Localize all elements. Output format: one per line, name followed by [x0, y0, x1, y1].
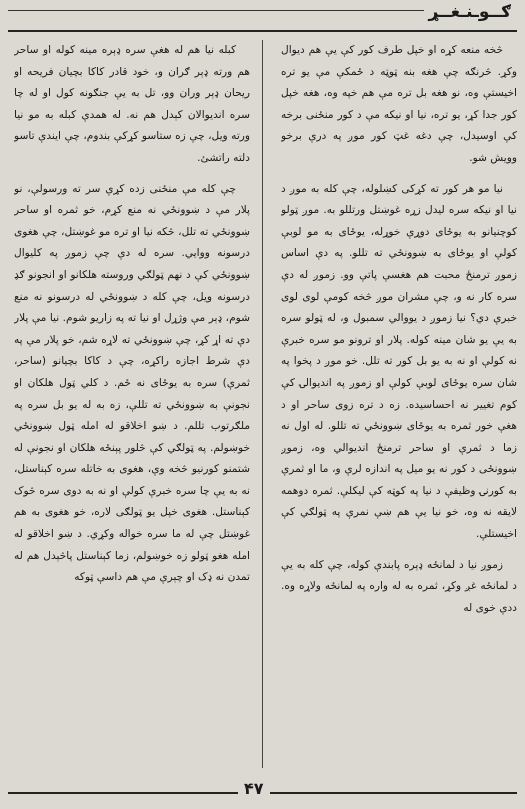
paragraph: زموږ نیا د لمانځه ډېره پابندې کوله، چې کله به یې د لمانځه غږ وکړ، ثمره به له واره په لمانځه ولاړه وه. ددې خوی له	[281, 558, 517, 614]
left-text-column	[14, 40, 250, 768]
paragraph: څخه منعه کړه او خپل طرف کور کې یې هم دیوال وکړ. څرنګه چې هغه بنه ټوټه د ځمکې مې یو تره اخیستې وه، نو هغه بل تره مې هم خپه وه، هغه خپل کور جدا کړ، یو تره، نیا او نیکه مې د کور منځنی برخه کې اوسیدل، چې دغه غټ کور موږ په درې برخو وویش شو.	[281, 44, 517, 164]
page-number: ۴۷	[238, 779, 270, 798]
paragraph: کبله نیا هم له هغې سره ډېره مینه کوله او ساحر هم ورته ډېر ګران و، خود قادر کاکا بچیان فریحه او ریحان ډېر وران وو، تل به یې جنګونه کول او له چا سره اندیوالان کېدل هم نه. له همدې کبله به مو نیا ورته ویل، چې زه ستاسو کړکې بندوم، چې ایندې تاسو دلته راتشئ.	[14, 44, 250, 164]
paragraph: چې کله مې منځنی زده کړې سر ته ورسولې، نو پلار مې د ښوونځي نه منع کړم، خو ثمره او ساحر ښوونځي ته تلل، څکه نیا او تره مو غوښتل، چې هغوی درسونه ووایي. سره له دې چې زموږ په کلیوال ښوونځي کې د نهم ټولګي وروسته هلکانو او انجونو ګډ درسونه ویل، چې کله د ښوونځي له درسونو نه منع شوم، ډېر مې وژړل او نیا ته په زاریو شوم. نیا مې پلار دې ته اړ کړ، چې ښوونځي ته لاړه شم، خو پلار مې په دې شرط اجازه راکړه، چې د کاکا بچیانو (ساحر، ثمرې) سره به یوځای نه ځم. د کلي ټول هلکان او نجونې به ښوونځي ته تللې، زه به له یو بل سره په ملګرتوب تللم. د ښو اخلاقو له امله ټول ښوونځي خوښولم. په ټولګي کې څلور پېنځه هلکان او نجونې له شتمنو کورنیو څخه وې، هغوی به خاتله سره کېناستل، نه به یې چا سره خبرې کولې او نه به دوی سره څوک کېناستل. هغوی خپل یو ټولګی لاره، خو هغوی به هم غوښتل چې له ما سره خواله وکړي. د ښو اخلاقو له امله هغو ټولو زه خوښولم، زما کېناستل پاڅېدل هم له تمدن نه ډک او چېرې مې هم داسې ټوکه	[14, 182, 250, 584]
page-header-title: ګــوـنـغــړ	[424, 2, 515, 22]
paragraph: نیا مو هر کور ته کړکی کښلوله، چې کله به موږ د نیا او نیکه سره لیدل زړه غوښتل ورتللو به. موږ ټولو کوچنیانو به یوځای دوړې خوړله، یوځای به مو لوبې کولې او یوځای به ښوونځي ته تللو. په دې اساس زموږ ترمنځ محبت هم هغسې پاتې وو. زموږ له دې سره کار نه و، چې مشران موږ څخه کومې لوی لوی خبرې دي؟ نیا زموږ د یووالي سمبول و، له ټولو سره به یې یو شان مینه کوله. پلار او ترونو مو سره خبرې نه کولې او نه به یو بل کور ته تلل. خو موږ د پخوا په شان سره یوځای لوبې کولې او زموږ په اندیوالۍ کې کوم تغییر نه احساسیده. زه د تره زوی ساحر او د هغې خور ثمره به یوځای ښوونځي ته تللو. له اول نه زما د ثمرې او ساحر ترمنځ اندیوالي وه، زموږ ښوونځی د کور نه یو میل په اندازه لرې و، ما او ثمرې به کورنۍ وظیفې د نیا په کوټه کې لیکلې. ثمره دوهمه لایقه نه وه، خو نیا یې هم ښې نمرې په ټولګي کې اخیستلې.	[281, 182, 517, 541]
column-divider	[262, 40, 263, 768]
header-divider	[8, 30, 517, 32]
header-rule	[8, 10, 465, 11]
right-text-column	[281, 40, 517, 768]
